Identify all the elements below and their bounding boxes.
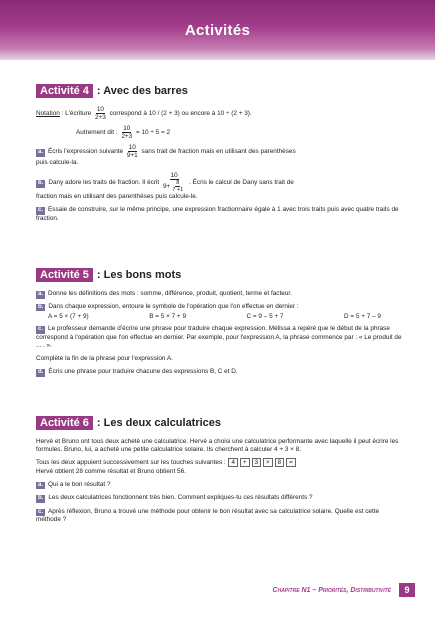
activity-title: : Les bons mots [96,269,182,281]
activity-badge: Activité 6 [36,416,93,430]
key-8: 8 [275,458,284,467]
key-plus: + [240,458,250,467]
activity-badge: Activité 4 [36,84,93,98]
expression-d: D = 5 + 7 – 9 [344,313,381,320]
activity-6 [36,416,405,525]
activity-badge: Activité 5 [36,268,93,282]
expression-list [36,313,405,321]
activity-4 [36,84,405,223]
page-title: Activités [184,22,251,39]
chapter-title: Chapitre N1 – Priorités, Distributivité [272,586,391,594]
question-b: b. Les deux calculatrices fonctionnent très bien. Comment expliques-tu ces résultats différents ? [38,494,313,502]
key-equals: = [286,458,296,467]
activity-5 [36,268,405,377]
result-line: Hervé obtient 28 comme résultat et Bruno obtient 56. [36,467,186,475]
intro-paragraph: Hervé et Bruno ont tous deux acheté une calculatrice. Hervé a choisi une calculatrice performante avec laquelle il peut écrire les formules. Bruno, lui, a acheté une petite calculatrice solaire. Ils cherchent à calculer 4 + 3 × 8. [36,438,399,454]
page-footer [273,583,415,597]
question-c: c. Le professeur demande d'écrire une phrase pour traduire chaque expression. Mélissa a repéré que le début de la phrase correspond à l'opération que l'on effectue en dernier. Par exemple, pour l'expression A, la phrase commence par : « Le produit de ... . ». [36,325,402,349]
key-4: 4 [228,458,237,467]
activity-title: : Avec des barres [96,85,188,97]
question-b: b. Dany adore les traits de fraction. Il écrit 10 9+ $\frac{8}{7 +1}$ . Écris le calcul de Dany sans trait de fraction mais en utilisant des parenthèses puis calcule-le. [36,172,294,201]
question-a: a. Qui a le bon résultat ? [38,480,111,488]
key-3: 3 [252,458,261,467]
complete-instruction: Complète la fin de la phrase pour l'expression A. [36,355,173,363]
fraction: $\frac{10}{2+3}$ [95,106,106,121]
notation-line: Notation : L'écriture $\frac{10}{2+3}$ correspond à 10 / (2 + 3) ou encore à 10 ÷ (2 + 3). [36,106,252,121]
page-number: 9 [399,583,415,597]
question-a: a. Écris l'expression suivante $\frac{10}{9+1}$ sans trait de fraction mais en utilisant des parenthèses puis calcule-la. [36,144,296,166]
expression-b: B = 5 × 7 + 9 [149,313,186,320]
header-banner [0,0,435,60]
expression-c: C = 9 – 5 + 7 [246,313,284,320]
expression-a: A = 5 × (7 + 9) [48,313,89,320]
question-c: c. Après réflexion, Bruno a trouvé une méthode pour obtenir le bon résultat avec sa calculatrice solaire. Quelle est cette méthode ? [36,507,380,524]
question-a: a. Donne les définitions des mots : somme, différence, produit, quotient, terme et facteur. [38,290,292,297]
key-times: × [263,458,273,467]
autrement-line: Autrement dit : $\frac{10}{2+3}$ = 10 ÷ 5 = 2 [76,125,171,140]
question-d: d. Écris une phrase pour traduire chacune des expressions B, C et D. [38,368,238,376]
keys-line: Tous les deux appuient successivement sur les touches suivantes : 4 + 3 × 8 = [36,458,405,467]
activity-title: : Les deux calculatrices [96,417,222,429]
question-c: c. Essaie de construire, sur le même principe, une expression fractionnaire égale à 1 avec trois traits puis avec quatre traits de fraction. [36,206,399,222]
question-b: b. Dans chaque expression, entoure le symbole de l'opération que l'on effectue en dernier : [38,302,299,310]
